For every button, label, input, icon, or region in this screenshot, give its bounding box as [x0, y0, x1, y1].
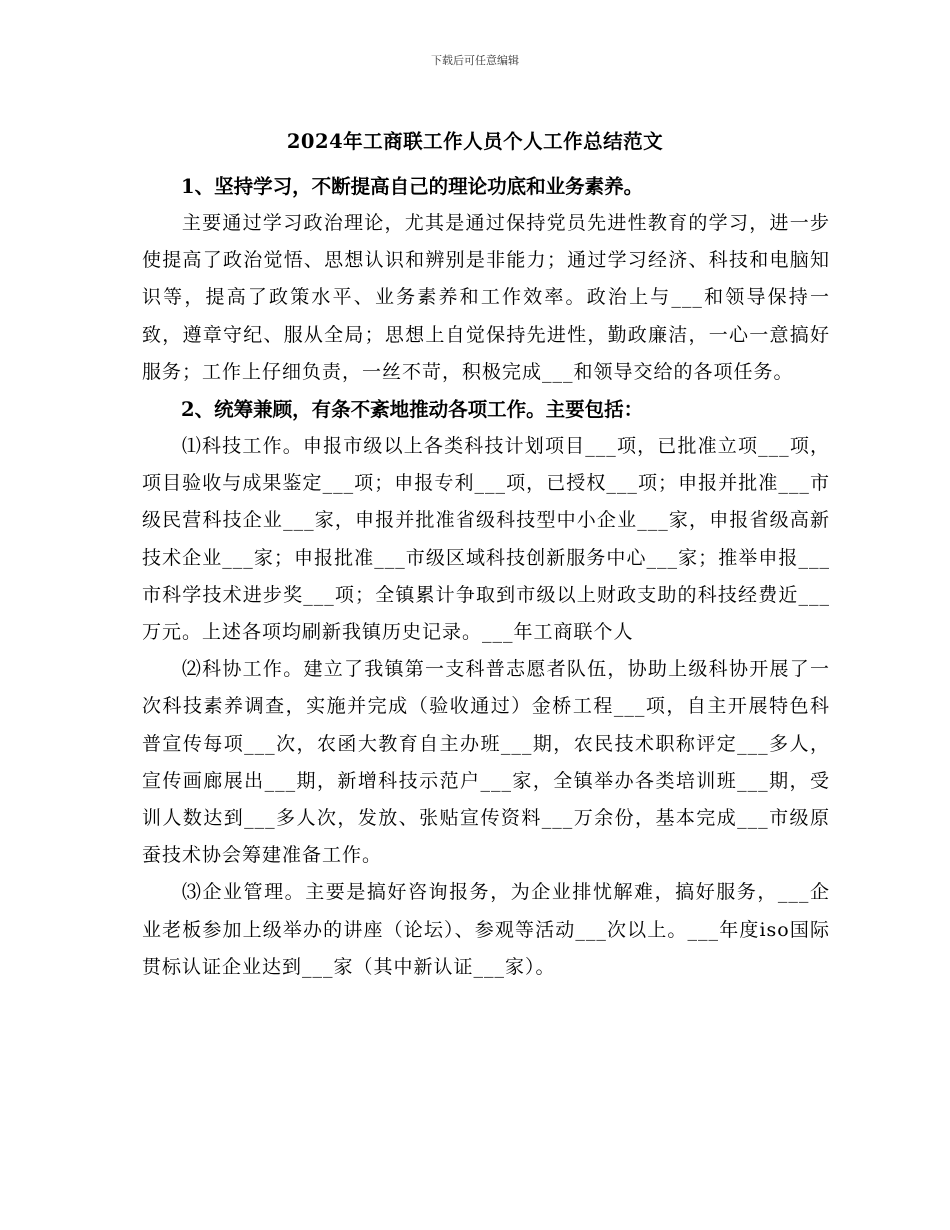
document-title: 2024年工商联工作人员个人工作总结范文 [286, 130, 664, 153]
paragraph-science-association: ⑵科协工作。建立了我镇第一支科普志愿者队伍，协助上级科协开展了一次科技素养调查，实施并完成（验收通过）金桥工程___项，自主开展特色科普宣传每项___次，农函大教育自主办班___期，农民技术职称评定___多人，宣传画廊展出___期，新增科技示范户___家，全镇举办各类培训班___期，受训人数达到___多人次，发放、张贴宣传资料___万余份，基本完成___市级原蚕技术协会筹建准备工作。 [142, 658, 830, 867]
header-note: 下载后可任意编辑 [431, 54, 519, 67]
section-heading-1: 1、坚持学习，不断提高自己的理论功底和业务素养。 [181, 175, 644, 198]
section-heading-2: 2、统筹兼顾，有条不紊地推动各项工作。主要包括： [181, 398, 644, 422]
paragraph-study: 主要通过学习政治理论，尤其是通过保持党员先进性教育的学习，进一步使提高了政治觉悟、思想认识和辨别是非能力；通过学习经济、科技和电脑知识等，提高了政策水平、业务素养和工作效率。政治上与___和领导保持一致，遵章守纪、服从全局；思想上自觉保持先进性，勤政廉洁，一心一意搞好服务；工作上仔细负责，一丝不苛，积极完成___和领导交给的各项任务。 [142, 212, 830, 383]
paragraph-tech-work: ⑴科技工作。申报市级以上各类科技计划项目___项，已批准立项___项，项目验收与成果鉴定___项；申报专利___项，已授权___项；申报并批准___市级民营科技企业___家，申报并批准省级科技型中小企业___家，申报省级高新技术企业___家；申报批准___市级区域科技创新服务中心___家；推举申报___市科学技术进步奖___项；全镇累计争取到市级以上财政支助的科技经费近___万元。上述各项均刷新我镇历史记录。___年工商联个人 [142, 435, 830, 644]
paragraph-enterprise-management: ⑶企业管理。主要是搞好咨询报务，为企业排忧解难，搞好服务，___企业老板参加上级举办的讲座（论坛）、参观等活动___次以上。___年度iso国际贯标认证企业达到___家（其中新认证___家）。 [142, 881, 830, 978]
document-body [142, 168, 830, 986]
